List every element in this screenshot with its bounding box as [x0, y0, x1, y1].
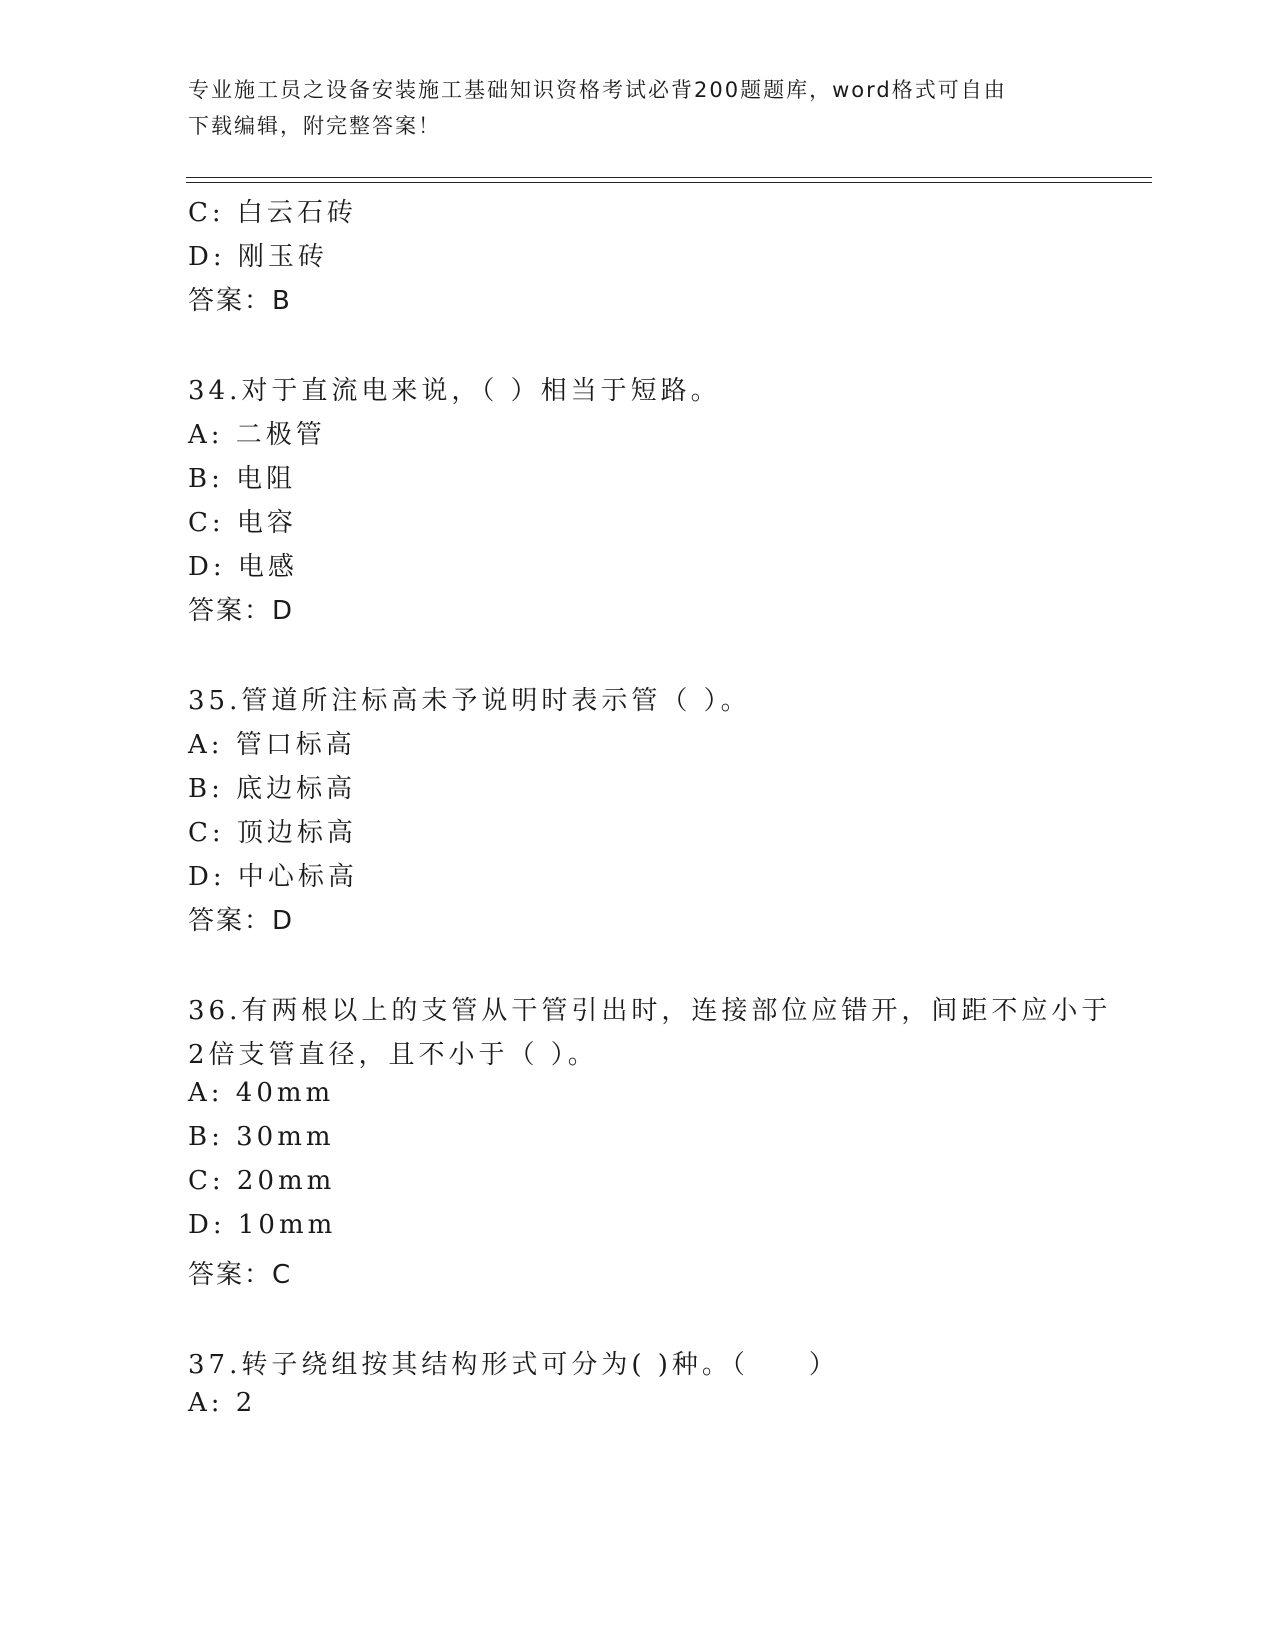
question-36-option-a: A: 40mm — [188, 1078, 335, 1108]
document-header — [188, 72, 1088, 144]
question-34-answer: 答案：D — [188, 596, 295, 626]
header-line-2: 下载编辑，附完整答案！ — [188, 114, 441, 138]
question-36-option-b: B: 30mm — [188, 1122, 335, 1152]
header-divider-bottom — [186, 182, 1152, 183]
question-35-option-b: B: 底边标高 — [188, 774, 357, 804]
question-37-stem: 37.转子绕组按其结构形式可分为( )种。（ ） — [188, 1350, 839, 1380]
question-36-answer: 答案：C — [188, 1260, 293, 1290]
question-35-answer: 答案：D — [188, 906, 295, 936]
header-divider-top — [186, 177, 1152, 178]
prev-option-d: D: 刚玉砖 — [188, 242, 328, 272]
question-35-option-d: D: 中心标高 — [188, 862, 358, 892]
question-34-option-c: C: 电容 — [188, 508, 297, 538]
question-34-option-a: A: 二极管 — [188, 420, 326, 450]
question-36-option-d: D: 10mm — [188, 1210, 337, 1240]
question-34-stem: 34.对于直流电来说，（ ）相当于短路。 — [188, 376, 721, 406]
question-36-option-c: C: 20mm — [188, 1166, 336, 1196]
question-34-option-d: D: 电感 — [188, 552, 298, 582]
question-36-stem-line-1: 36.有两根以上的支管从干管引出时，连接部位应错开，间距不应小于 — [188, 996, 1112, 1026]
question-35-option-a: A: 管口标高 — [188, 730, 356, 760]
question-35-stem: 35.管道所注标高未予说明时表示管（ ）。 — [188, 686, 751, 716]
header-line-1: 专业施工员之设备安装施工基础知识资格考试必背200题题库，word格式可自由 — [188, 78, 1007, 102]
question-34-option-b: B: 电阻 — [188, 464, 297, 494]
question-37-option-a: A: 2 — [188, 1388, 257, 1418]
question-35-option-c: C: 顶边标高 — [188, 818, 357, 848]
prev-answer: 答案：B — [188, 286, 292, 316]
prev-option-c: C: 白云石砖 — [188, 198, 357, 228]
question-36-stem-line-2: 2倍支管直径，且不小于（ ）。 — [188, 1040, 598, 1070]
